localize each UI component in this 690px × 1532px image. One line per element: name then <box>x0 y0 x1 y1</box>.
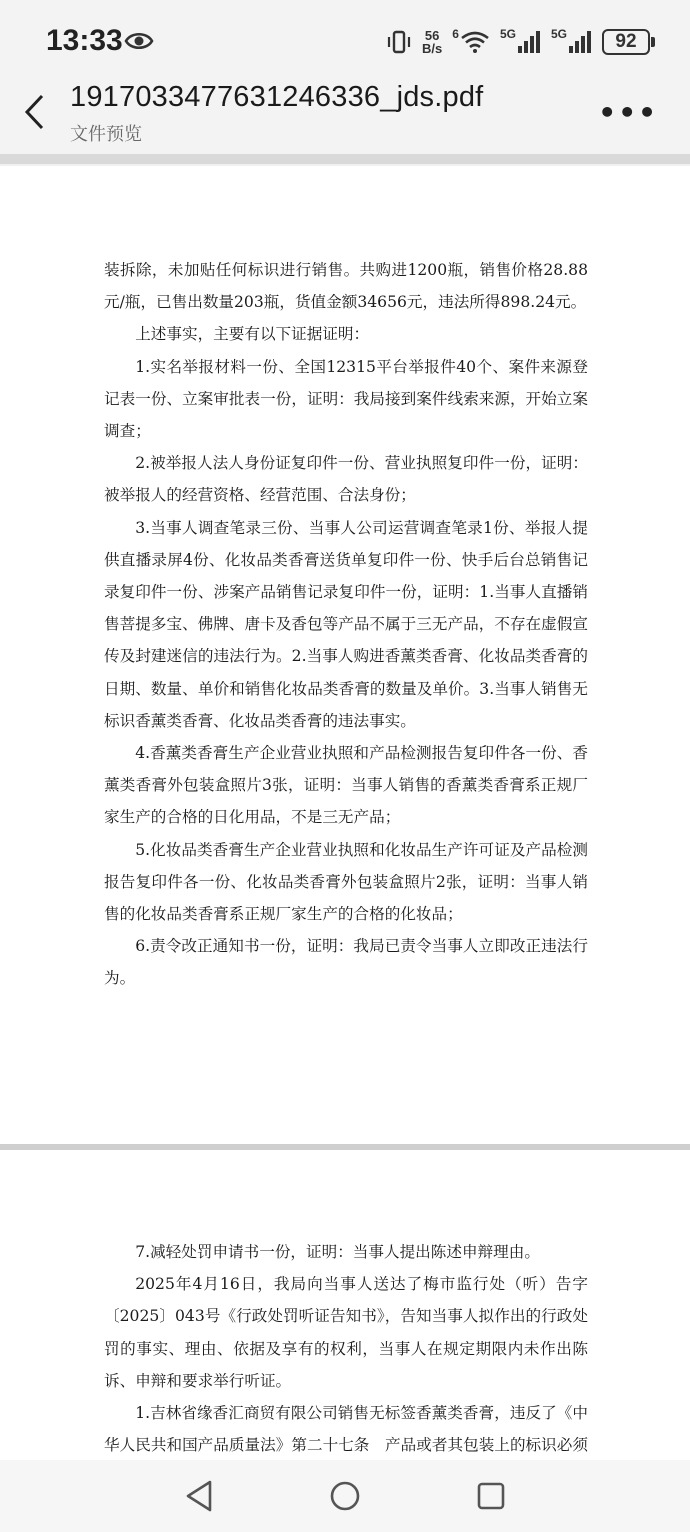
battery-indicator: 92 <box>602 29 650 55</box>
signal-icon <box>568 30 592 54</box>
header-divider <box>0 154 690 164</box>
page-text <box>104 254 588 995</box>
network-speed: 56 B/s <box>422 28 443 56</box>
nav-back-icon[interactable] <box>180 1476 220 1516</box>
signal-icon <box>517 30 541 54</box>
paragraph: 2025年4月16日，我局向当事人送达了梅市监行处（听）告字〔2025〕043号《行政处罚听证告知书》，告知当事人拟作出的行政处罚的事实、理由、依据及享有的权利，当事人在规定期限内未作出陈诉、申辩和要求举行听证。 <box>104 1275 588 1390</box>
status-bar <box>0 0 690 80</box>
pdf-page-2 <box>0 1150 690 1460</box>
file-subtitle: 文件预览 <box>70 124 142 145</box>
page-text <box>104 1236 588 1494</box>
paragraph: 1.吉林省缘香汇商贸有限公司销售无标签香薰类香膏，违反了《中华人民共和国产品质量法》第二十七条 产品或者其包装上的标识必须 <box>104 1404 588 1455</box>
paragraph: 3.当事人调查笔录三份、当事人公司运营调查笔录1份、举报人提供直播录屏4份、化妆品类香膏送货单复印件一份、快手后台总销售记录复印件一份、涉案产品销售记录复印件一份，证明：1.当事人直播销售菩提多宝、佛牌、唐卡及香包等产品不属于三无产品，不存在虚假宣传及封建迷信的违法行为。2.当事人购进香薰类香膏、化妆品类香膏的日期、数量、单价和销售化妆品类香膏的数量及单价。3.当事人销售无标识香薰类香膏、化妆品类香膏的违法事实。 <box>104 518 588 730</box>
clock: 13:33 <box>46 24 123 57</box>
wifi-indicator: 6 <box>452 30 490 54</box>
nav-home-icon[interactable] <box>325 1476 365 1516</box>
nav-recents-icon[interactable] <box>471 1476 511 1516</box>
paragraph: 2.被举报人法人身份证复印件一份、营业执照复印件一份，证明：被举报人的经营资格、经营范围、合法身份； <box>104 454 588 505</box>
paragraph: 1.实名举报材料一份、全国12315平台举报件40个、案件来源登记表一份、立案审批表一份，证明：我局接到案件线索来源，开始立案调查； <box>104 357 588 441</box>
sim1-signal: 5G <box>500 30 541 54</box>
paragraph: 上述事实，主要有以下证据证明： <box>135 325 370 344</box>
app-header <box>0 80 690 154</box>
eye-icon <box>124 28 154 54</box>
paragraph: 装拆除，未加贴任何标识进行销售。共购进1200瓶，销售价格28.88元/瓶，已售出数量203瓶，货值金额34656元，违法所得898.24元。 <box>104 261 588 312</box>
file-title: 1917033477631246336_jds.pdf <box>70 81 484 113</box>
pdf-page-1 <box>0 166 690 1144</box>
sim2-signal: 5G <box>551 30 592 54</box>
paragraph: 5.化妆品类香膏生产企业营业执照和化妆品生产许可证及产品检测报告复印件各一份、化妆品类香膏外包装盒照片2张，证明：当事人销售的化妆品类香膏系正规厂家生产的合格的化妆品； <box>104 840 588 924</box>
system-nav-bar <box>0 1460 690 1532</box>
back-arrow-icon[interactable] <box>22 92 48 132</box>
vibrate-icon <box>386 29 412 55</box>
wifi-icon <box>460 30 490 54</box>
status-icons <box>386 22 650 62</box>
more-options-icon[interactable]: ••• <box>598 96 658 129</box>
paragraph: 6.责令改正通知书一份，证明：我局已责令当事人立即改正违法行为。 <box>104 937 588 988</box>
paragraph: 4.香薰类香膏生产企业营业执照和产品检测报告复印件各一份、香薰类香膏外包装盒照片3张，证明：当事人销售的香薰类香膏系正规厂家生产的合格的日化用品，不是三无产品； <box>104 744 588 827</box>
paragraph: 7.减轻处罚申请书一份，证明：当事人提出陈述申辩理由。 <box>135 1243 540 1261</box>
